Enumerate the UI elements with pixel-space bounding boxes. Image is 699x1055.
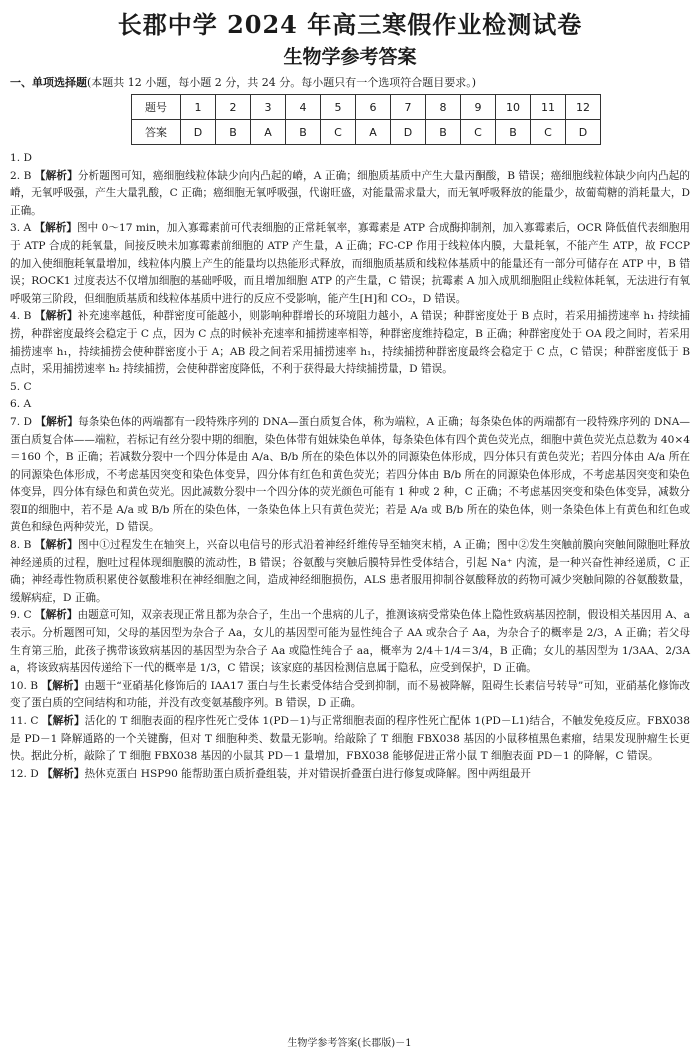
explanation-item (10, 150, 690, 168)
analysis-tag: 【解析】 (34, 539, 78, 552)
answer-table-number-row (132, 95, 601, 120)
table-header-cell: 答案 (132, 120, 181, 145)
item-text: 图中 0～17 min，加入寡霉素前可代表细胞的正常耗氧率，寡霉素是 ATP 合成酶抑制剂，加入寡霉素后，OCR 降低值代表细胞用于 ATP 合成的耗氧量，间接反映未加寡霉素前细胞的 ATP 产生量，A 正确；FC-CP 作用于线粒体内膜，大量耗氧，不能产生 ATP，故 FCCP 的加入使细胞耗氧量增加，线粒体内膜上产生的能量均以热能形式释放，而细胞质基质和线粒体基质中的能量还有一部分可储存在 ATP 中，B 错误；ROCK1 过度表达不仅增加细胞的基础呼吸，而且增加细胞 ATP 的产生量，C 错误；抗霉素 A 加入成肌细胞阻止线粒体耗氧，无法进行有氧呼吸第三阶段，但细胞质基质和线粒体基质中进行的反应不受影响，能产生[H]和 CO₂，D 错误。 (10, 222, 690, 305)
item-text: 每条染色体的两端都有一段特殊序列的 DNA—蛋白质复合体，称为端粒，A 正确；每条染色体的两端都有一段特殊序列的 DNA—蛋白质复合体——端粒，若标记有丝分裂中期的细胞，染色体带有姐妹染色单体，每条染色体有四个黄色荧光点，细胞中黄色荧光点总数为 40×4＝160 个，B 正确；若减数分裂中一个四分体是由 A/a、B/b 所在的染色体以外的同源染色体形成，四分体只有黄色荧光；若四分体由 A/a 所在的同源染色体形成，不考虑基因突变和染色体变异，四分体有红色和黄色荧光；若四分体由 B/b 所在的同源染色体形成，不考虑基因突变和染色体变异，四分体有绿色和黄色荧光。因此减数分裂中一个四分体的荧光颜色可能有 1 种或 2 种，C 正确；不考虑基因突变和染色体变异，减数分裂Ⅱ的细胞中，若不是 A/a 或 B/b 所在的染色体，一条染色体上只有黄色荧光；若是 A/a 或 B/b 所在的染色体，则一条染色体上有黄色和红色或黄色和绿色两种荧光，D 错误。 (10, 415, 691, 534)
item-text: 分析题图可知，癌细胞线粒体缺少向内凸起的嵴，A 正确；细胞质基质中产生大量丙酮酸，B 错误；癌细胞线粒体缺少向内凸起的嵴，无氧呼吸强，产生大量乳酸，C 正确；癌细胞无氧呼吸强，代谢旺盛，对能量需求量大，而无氧呼吸释放的能量少，故葡萄糖的消耗量大，D 正确。 (10, 169, 691, 217)
explanation-item (10, 168, 690, 221)
analysis-tag: 【解析】 (41, 679, 85, 692)
item-label: 3. A (10, 222, 32, 235)
item-text: 热休克蛋白 HSP90 能帮助蛋白质折叠组装，并对错误折叠蛋白进行修复或降解。图中两组最开 (84, 767, 531, 780)
question-number-cell: 12 (566, 95, 601, 120)
explanation-item (10, 414, 690, 537)
section-heading (10, 74, 690, 91)
item-label: 2. B (10, 169, 32, 182)
answer-cell: C (461, 120, 496, 145)
question-number-cell: 2 (216, 95, 251, 120)
answer-cell: B (496, 120, 531, 145)
explanation-item (10, 766, 690, 784)
analysis-tag: 【解析】 (41, 715, 85, 727)
analysis-tag: 【解析】 (34, 222, 78, 235)
answer-cell: A (251, 120, 286, 145)
item-label: 9. C (10, 609, 32, 622)
analysis-tag: 【解析】 (35, 415, 79, 428)
item-label: 11. C (10, 715, 39, 727)
question-number-cell: 10 (496, 95, 531, 120)
answer-cell: B (216, 120, 251, 145)
question-number-cell: 1 (181, 95, 216, 120)
explanation-item (10, 379, 690, 397)
answer-cell: B (426, 120, 461, 145)
table-header-cell: 题号 (132, 95, 181, 120)
item-text: 由题干“亚硝基化修饰后的 IAA17 蛋白与生长素受体结合受到抑制，而不易被降解，阻碍生长素信号转导”可知，亚硝基化修饰改变了蛋白质的空间结构和功能，并没有改变氨基酸序列。B 错误，D 正确。 (10, 679, 691, 710)
section-title: 一、单项选择题 (10, 76, 87, 89)
answer-cell: A (356, 120, 391, 145)
section-instruction: (本题共 12 小题，每小题 2 分，共 24 分。每小题只有一个选项符合题目要求。) (87, 76, 477, 89)
item-label: 8. B (10, 539, 32, 552)
answer-cell: C (321, 120, 356, 145)
answer-cell: D (181, 120, 216, 145)
answer-cell: D (391, 120, 426, 145)
item-label: 1. D (10, 152, 32, 164)
item-label: 6. A (10, 398, 32, 411)
question-number-cell: 5 (321, 95, 356, 120)
explanation-item (10, 308, 690, 378)
item-text: 由题意可知，双亲表现正常且都为杂合子，生出一个患病的儿子，推测该病受常染色体上隐性致病基因控制，假设相关基因用 A、a 表示。分析题图可知，父母的基因型为杂合子 Aa，女儿的基因型可能为显性纯合子 AA 或杂合子 Aa，为杂合子的概率是 2/3，A 正确；若父母生育第三胎，此孩子携带该致病基因的基因型为杂合子 Aa 或隐性纯合子 aa，概率为 2/4＋1/4＝3/4，B 正确；女儿的基因型为 1/3AA、2/3Aa，将该致病基因传递给下一代的概率是 1/3，C 错误；该家庭的基因检测信息属于隐私，应受到保护，D 正确。 (10, 609, 690, 675)
item-label: 7. D (10, 415, 33, 428)
explanation-item (10, 713, 690, 766)
question-number-cell: 4 (286, 95, 321, 120)
analysis-tag: 【解析】 (35, 609, 78, 622)
explanation-item (10, 607, 690, 677)
answer-table-answer-row (132, 120, 601, 145)
item-label: 12. D (10, 767, 39, 780)
item-label: 10. B (10, 679, 39, 692)
explanation-item (10, 220, 690, 308)
question-number-cell: 6 (356, 95, 391, 120)
item-text: 图中①过程发生在轴突上，兴奋以电信号的形式沿着神经纤维传导至轴突末梢，A 正确；图中②发生突触前膜向突触间隙胞吐释放神经递质的过程，胞吐过程体现细胞膜的流动性，B 错误；谷氨酸与突触后膜特异性受体结合，引起 Na⁺ 内流，是一种兴奋性神经递质，C 正确；神经毒性物质积累使谷氨酸堆积在神经细胞之间，造成神经细胞损伤，ALS 患者服用抑制谷氨酸释放的药物可减少突触间隙的谷氨酸数量，缓解病症，D 正确。 (10, 539, 690, 604)
question-number-cell: 3 (251, 95, 286, 120)
explanation-item (10, 396, 690, 414)
answer-page (10, 6, 690, 783)
answer-cell: C (531, 120, 566, 145)
page-title: 长郡中学 2024 年高三寒假作业检测试卷 (117, 10, 583, 39)
question-number-cell: 9 (461, 95, 496, 120)
question-number-cell: 8 (426, 95, 461, 120)
page-footer: 生物学参考答案(长郡版)－1 (287, 1038, 412, 1049)
page-subtitle: 生物学参考答案 (283, 46, 417, 68)
analysis-tag: 【解析】 (42, 767, 85, 780)
item-label: 4. B (10, 310, 32, 323)
question-number-cell: 7 (391, 95, 426, 120)
item-label: 5. C (10, 380, 32, 393)
item-text: 活化的 T 细胞表面的程序性死亡受体 1(PD－1)与正常细胞表面的程序性死亡配体 1(PD－L1)结合，不触发免疫反应。FBX038 是 PD－1 降解通路的一个关键酶，但对 T 细胞种类、数量无影响。给敲除了 T 细胞 FBX038 基因的小鼠移植黑色素瘤，结果发现肿瘤生长更快。据此分析，敲除了 T 细胞 FBX038 基因的小鼠其 PD－1 量增加，FBX038 能够促进正常小鼠 T 细胞表面 PD－1 的降解，C 错误。 (10, 715, 691, 763)
explanation-item (10, 678, 690, 713)
answer-cell: B (286, 120, 321, 145)
analysis-tag: 【解析】 (34, 310, 78, 323)
answer-table (131, 94, 601, 145)
analysis-tag: 【解析】 (34, 169, 78, 182)
question-number-cell: 11 (531, 95, 566, 120)
explanation-item (10, 537, 690, 607)
answer-cell: D (566, 120, 601, 145)
item-text: 补充速率越低，种群密度可能越小，则影响种群增长的环境阻力越小，A 错误；种群密度处于 B 点时，若采用捕捞速率 h₁ 持续捕捞，种群密度最终会稳定于 C 点，因为 C 点的时候补充速率和捕捞速率相等，种群密度维持稳定，B 正确；种群密度处于 OA 段之间时，若采用捕捞速率 h₁，持续捕捞会使种群密度小于 A；AB 段之间若采用捕捞速率 h₁，持续捕捞种群密度最终会稳定于 C 点，C 错误；种群密度低于 B 点时，采用捕捞速率 h₂ 持续捕捞，会使种群密度降低，不利于获得最大持续捕捞量，D 错误。 (10, 310, 690, 376)
explanation-list (10, 150, 690, 783)
